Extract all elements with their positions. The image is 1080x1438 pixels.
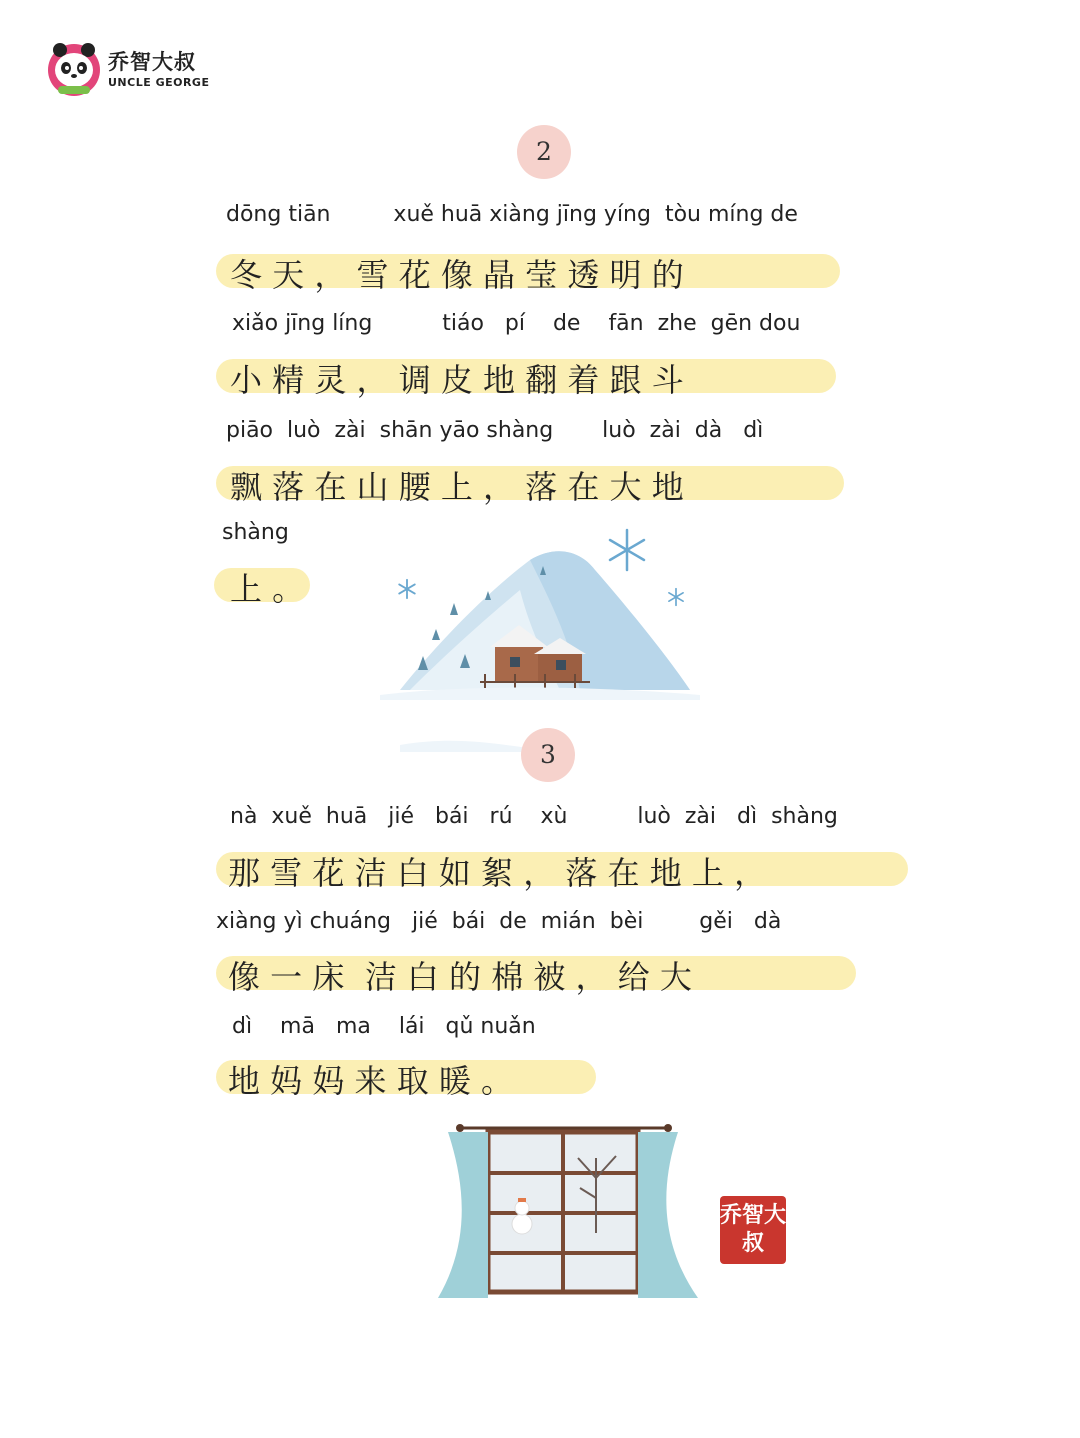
section-number-badge: 3 xyxy=(521,728,575,782)
pinyin-line: nà xuě huā jié bái rú xù luò zài dì shàng xyxy=(230,804,838,829)
snowflake-icon xyxy=(396,578,418,600)
hanzi-line: 像 一 床 洁 白 的 棉 被 ， 给 大 xyxy=(228,958,692,996)
hanzi-line: 那 雪 花 洁 白 如 絮 ， 落 在 地 上 ， xyxy=(228,854,767,892)
brand-logo xyxy=(46,40,216,98)
hanzi-line: 冬 天 ， 雪 花 像 晶 莹 透 明 的 xyxy=(230,256,684,294)
pinyin-line: dì mā ma lái qǔ nuǎn xyxy=(232,1014,536,1039)
panda-icon xyxy=(46,40,106,98)
pinyin-line: xiǎo jīng líng tiáo pí de fān zhe gēn dou xyxy=(232,311,801,336)
snowflake-icon xyxy=(603,526,651,574)
section-number-badge: 2 xyxy=(517,125,571,179)
logo-chinese-text: 乔智大叔 xyxy=(108,50,196,74)
pinyin-line: dōng tiān xuě huā xiàng jīng yíng tòu míng de xyxy=(226,202,798,227)
winter-window-illustration xyxy=(418,1118,708,1308)
hanzi-line: 小 精 灵 ， 调 皮 地 翻 着 跟 斗 xyxy=(230,361,684,399)
hanzi-line: 飘 落 在 山 腰 上 ， 落 在 大 地 xyxy=(230,468,684,506)
red-seal-stamp: 乔智大叔 xyxy=(720,1196,786,1264)
hanzi-line: 地 妈 妈 来 取 暖 。 xyxy=(228,1062,514,1100)
hanzi-line: 上 。 xyxy=(230,570,305,608)
snowy-mountain-cabin-illustration xyxy=(380,520,700,760)
snowflake-icon xyxy=(666,587,686,607)
logo-english-text: UNCLE GEORGE xyxy=(108,76,210,89)
pinyin-line: shàng xyxy=(222,520,289,545)
pinyin-line: piāo luò zài shān yāo shàng luò zài dà dì xyxy=(226,418,764,443)
pinyin-line: xiàng yì chuáng jié bái de mián bèi gěi dà xyxy=(216,909,782,934)
